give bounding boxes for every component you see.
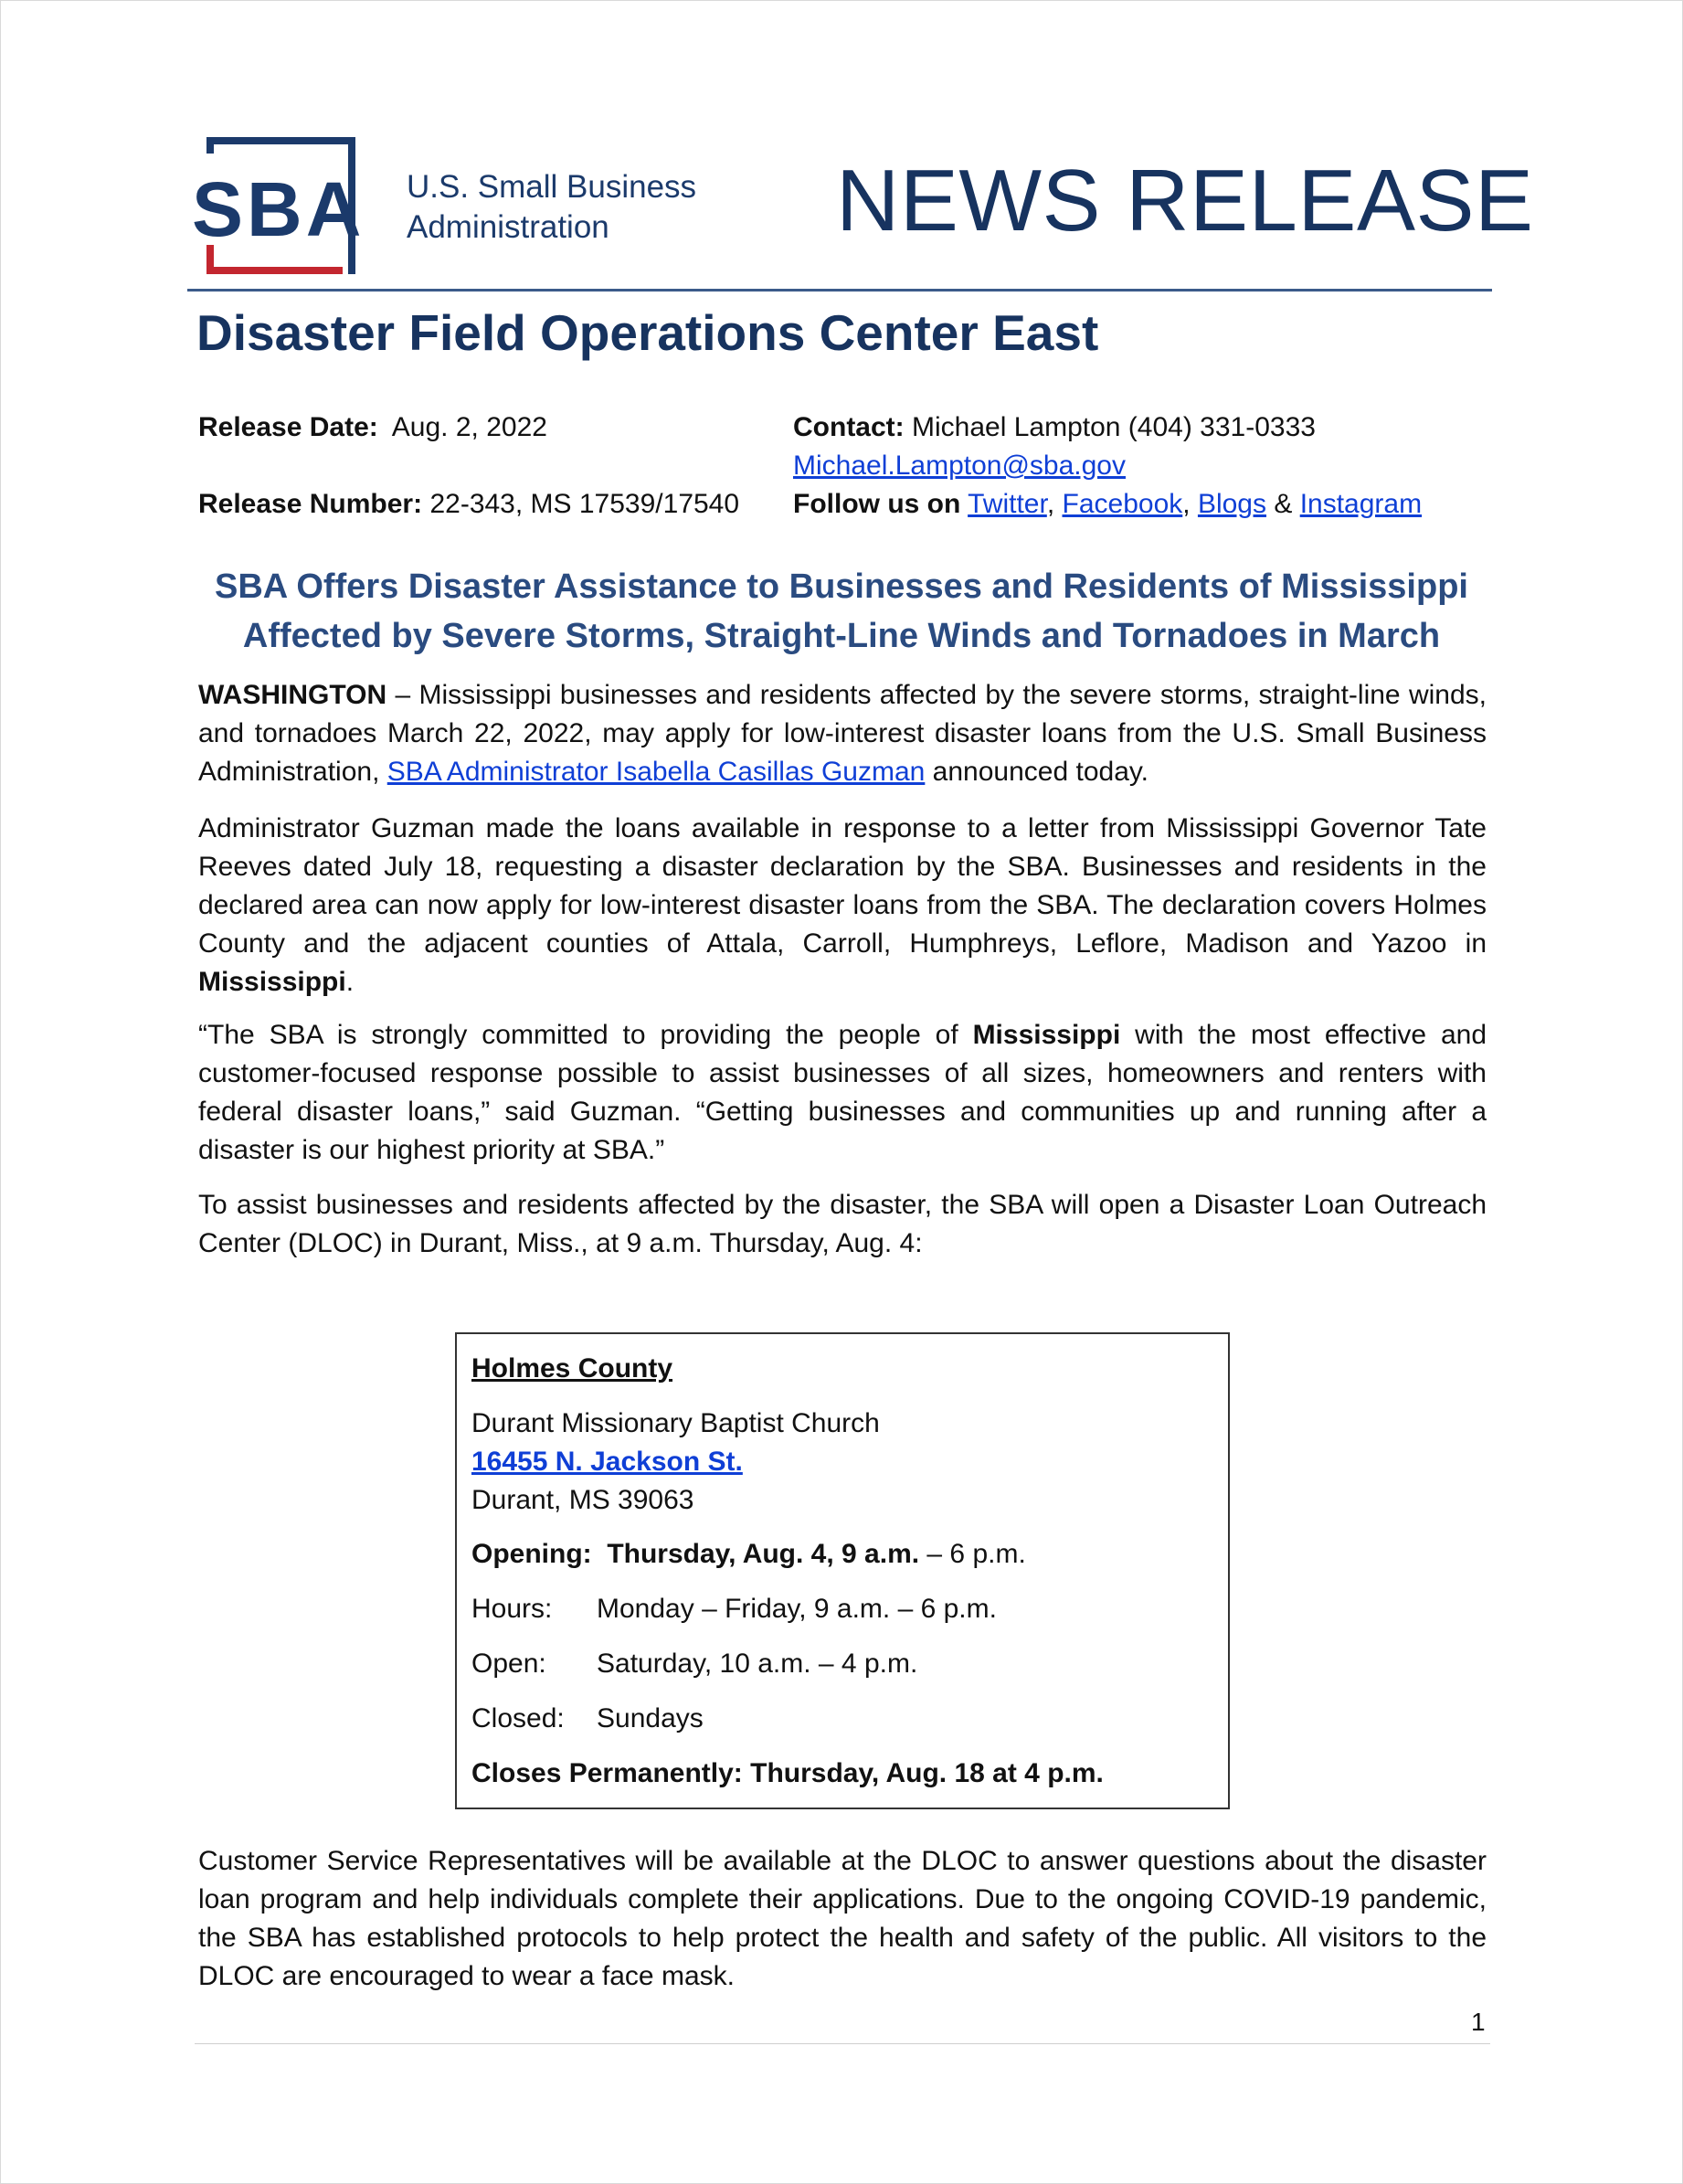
para2-state: Mississippi	[198, 967, 346, 997]
para1-text-b: announced today.	[925, 757, 1148, 787]
paragraph-4	[198, 1186, 1487, 1263]
headline-line-2: Affected by Severe Storms, Straight-Line Winds and Tornadoes in March	[242, 617, 1441, 655]
agency-line-1: U.S. Small Business	[407, 169, 697, 205]
paragraph-3	[198, 1016, 1487, 1170]
para2-end: .	[345, 967, 355, 997]
page-number: 1	[1471, 2008, 1486, 2036]
dloc-street-link[interactable]: 16455 N. Jackson St.	[471, 1447, 743, 1477]
footer-rule	[195, 2043, 1490, 2044]
twitter-link[interactable]: Twitter	[968, 489, 1047, 519]
paragraph-5	[198, 1842, 1487, 1996]
dloc-opening-label: Opening:	[471, 1539, 592, 1569]
dloc-closes-permanently: Closes Permanently: Thursday, Aug. 18 at 4 p.m.	[471, 1758, 1104, 1788]
dloc-open-label: Open:	[471, 1649, 546, 1679]
para4-text: To assist businesses and residents affected by the disaster, the SBA will open a Disaster Loan Outreach Center (DLOC) in Durant, Miss., at 9 a.m. Thursday, Aug. 4:	[198, 1190, 1487, 1258]
dloc-closed-label: Closed:	[471, 1703, 565, 1733]
contact-name-phone: Michael Lampton (404) 331-0333	[912, 412, 1316, 442]
dloc-county: Holmes County	[471, 1353, 673, 1384]
header	[192, 133, 1534, 279]
dloc-opening-value: Thursday, Aug. 4, 9 a.m.	[607, 1539, 920, 1569]
follow-amp: &	[1274, 489, 1293, 519]
para3-state: Mississippi	[972, 1020, 1121, 1050]
facebook-link[interactable]: Facebook	[1062, 489, 1183, 519]
contact-email-line	[793, 447, 1126, 485]
dloc-open-value: Saturday, 10 a.m. – 4 p.m.	[597, 1649, 918, 1679]
contact	[793, 408, 1316, 447]
dloc-opening-end: – 6 p.m.	[919, 1539, 1026, 1569]
release-date-label: Release Date:	[198, 412, 378, 442]
instagram-link[interactable]: Instagram	[1299, 489, 1423, 519]
dloc-city: Durant, MS 39063	[471, 1485, 694, 1515]
office-title: Disaster Field Operations Center East	[196, 304, 1099, 361]
dloc-street-line	[471, 1443, 743, 1481]
para2-text: Administrator Guzman made the loans available in response to a letter from Mississippi Governor Tate Reeves dated July 18, requesting a disaster declaration by the SBA. Businesses and residents in the declared area can now apply for low-interest disaster loans from the SBA. The declaration covers Holmes County and the adjacent counties of Attala, Carroll, Humphreys, Leflore, Madison and Yazoo in	[198, 813, 1487, 959]
follow-sep-1: ,	[1046, 489, 1055, 519]
news-release-title: NEWS RELEASE	[836, 152, 1534, 249]
agency-line-2: Administration	[407, 209, 609, 245]
contact-email-link[interactable]: Michael.Lampton@sba.gov	[793, 451, 1126, 481]
blogs-link[interactable]: Blogs	[1197, 489, 1266, 519]
header-rule	[187, 289, 1492, 292]
contact-label: Contact:	[793, 412, 905, 442]
headline-line-1: SBA Offers Disaster Assistance to Businesses and Residents of Mississippi	[215, 567, 1468, 606]
logo-text: SBA	[192, 166, 365, 252]
para5-text: Customer Service Representatives will be available at the DLOC to answer questions about the disaster loan program and help individuals complete their applications. Due to the ongoing COVID-19 pandemic, the SBA has established protocols to help protect the health and safety of the public. All visitors to the DLOC are encouraged to wear a face mask.	[198, 1846, 1487, 1991]
dloc-info-box	[455, 1332, 1230, 1809]
para3-text-a: “The SBA is strongly committed to providing the people of	[198, 1020, 973, 1050]
release-date	[198, 408, 547, 447]
dloc-venue: Durant Missionary Baptist Church	[471, 1408, 880, 1438]
paragraph-1	[198, 676, 1487, 791]
sba-logo	[192, 137, 375, 274]
release-number-label: Release Number:	[198, 489, 423, 519]
dloc-opening	[471, 1535, 1026, 1574]
dloc-hours-label: Hours:	[471, 1594, 553, 1624]
headline	[196, 562, 1487, 661]
dloc-closed	[471, 1700, 704, 1738]
paragraph-2	[198, 810, 1487, 1002]
follow-sep-2: ,	[1182, 489, 1191, 519]
para1-text-a: – Mississippi businesses and residents affected by the severe storms, straight-line winds, and tornadoes March 22, 2022, may apply for low-interest disaster loans from the U.S. Small Business Administration,	[198, 680, 1487, 787]
dloc-open	[471, 1645, 917, 1683]
follow-us	[793, 485, 1422, 524]
dateline: WASHINGTON	[198, 680, 387, 710]
dloc-hours-value: Monday – Friday, 9 a.m. – 6 p.m.	[597, 1594, 997, 1624]
administrator-link[interactable]: SBA Administrator Isabella Casillas Guzman	[386, 757, 926, 787]
release-number	[198, 485, 739, 524]
dloc-closed-value: Sundays	[597, 1703, 704, 1733]
release-date-value: Aug. 2, 2022	[391, 412, 547, 442]
follow-label: Follow us on	[793, 489, 961, 519]
dloc-hours	[471, 1590, 997, 1628]
release-number-value: 22-343, MS 17539/17540	[429, 489, 740, 519]
para3-text-b: with the most effective and customer-focused response possible to assist businesses of all sizes, homeowners and renters with federal disaster loans,” said Guzman. “Getting businesses and communities up and running after a disaster is our highest priority at SBA.”	[198, 1020, 1487, 1165]
agency-name	[407, 167, 696, 248]
